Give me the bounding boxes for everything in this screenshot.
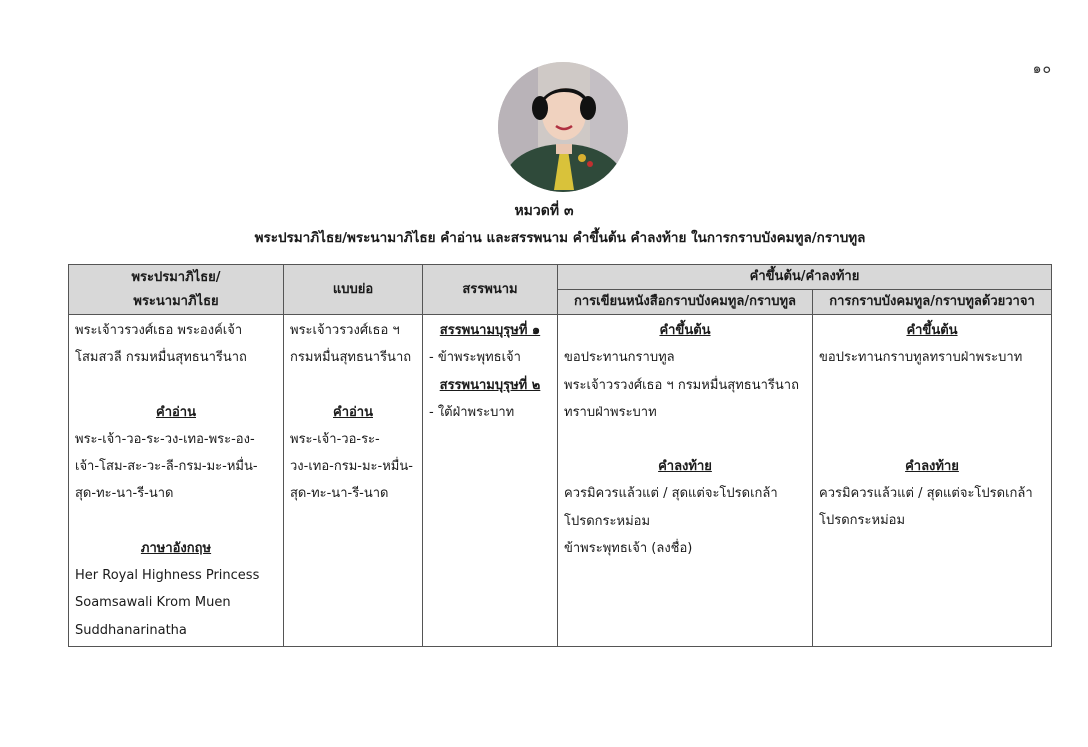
header-royal-name-line1: พระปรมาภิไธย/ (131, 269, 221, 285)
cell-short-form (284, 315, 423, 647)
verbal-closing-heading: คำลงท้าย (905, 458, 959, 474)
written-opening-line1: ขอประทานกราบทูล (564, 350, 675, 366)
royal-name-line2: โสมสวลี กรมหมื่นสุทธนารีนาถ (75, 350, 247, 366)
first-person-item: - ข้าพระพุทธเจ้า (429, 350, 521, 366)
short-reading-line1: พระ-เจ้า-วอ-ระ- (290, 431, 380, 447)
reading-line1: พระ-เจ้า-วอ-ระ-วง-เทอ-พระ-อง- (75, 431, 255, 447)
short-reading-line3: สุด-ทะ-นา-รี-นาด (290, 486, 389, 502)
header-short-form: แบบย่อ (284, 265, 423, 315)
short-form-line2: กรมหมื่นสุทธนารีนาถ (290, 350, 412, 366)
header-royal-name-line2: พระนามาภิไธย (133, 293, 219, 309)
written-opening-heading: คำขึ้นต้น (659, 323, 711, 338)
table-header-row (69, 265, 1052, 290)
section-title: หมวดที่ ๓ (514, 203, 574, 219)
cell-royal-name (69, 315, 284, 647)
cell-verbal (813, 315, 1052, 647)
written-closing-line3: ข้าพระพุทธเจ้า (ลงชื่อ) (564, 541, 693, 557)
reading-line2: เจ้า-โสม-สะ-วะ-ลี-กรม-มะ-หมื่น- (75, 459, 258, 475)
reading-line3: สุด-ทะ-นา-รี-นาด (75, 486, 174, 502)
short-reading-line2: วง-เทอ-กรม-มะ-หมื่น- (290, 459, 413, 475)
english-line1: Her Royal Highness Princess (75, 568, 260, 584)
reading-heading: คำอ่าน (156, 404, 196, 420)
header-verbal: การกราบบังคมทูล/กราบทูลด้วยวาจา (813, 290, 1052, 315)
english-line2: Soamsawali Krom Muen (75, 595, 231, 611)
page-number: ๑๐ (1032, 61, 1052, 77)
portrait-photo (498, 62, 628, 192)
written-opening-line3: ทราบฝ่าพระบาท (564, 404, 657, 420)
cell-written (558, 315, 813, 647)
written-closing-heading: คำลงท้าย (658, 459, 712, 475)
verbal-opening-line1: ขอประทานกราบทูลทราบฝ่าพระบาท (819, 350, 1023, 366)
royal-name-line1: พระเจ้าวรวงศ์เธอ พระองค์เจ้า (75, 323, 243, 338)
written-closing-line1: ควรมิควรแล้วแต่ / สุดแต่จะโปรดเกล้า (564, 486, 778, 502)
header-pronoun: สรรพนาม (423, 265, 558, 315)
short-reading-heading: คำอ่าน (333, 404, 373, 420)
table-row (69, 315, 1052, 647)
cell-pronoun (423, 315, 558, 647)
verbal-closing-line2: โปรดกระหม่อม (819, 513, 906, 529)
short-form-line1: พระเจ้าวรวงศ์เธอ ฯ (290, 323, 400, 338)
second-person-heading: สรรพนามบุรุษที่ ๒ (439, 377, 541, 393)
english-heading: ภาษาอังกฤษ (140, 540, 212, 556)
portrait-illustration (498, 62, 628, 192)
written-closing-line2: โปรดกระหม่อม (564, 513, 651, 529)
header-royal-name (69, 265, 284, 315)
verbal-closing-line1: ควรมิควรแล้วแต่ / สุดแต่จะโปรดเกล้า (819, 485, 1033, 501)
english-line3: Suddhanarinatha (75, 622, 187, 638)
header-opening-closing: คำขึ้นต้น/คำลงท้าย (558, 265, 1052, 290)
verbal-opening-heading: คำขึ้นต้น (906, 323, 958, 338)
royal-titles-table (68, 264, 1052, 647)
section-subtitle: พระปรมาภิไธย/พระนามาภิไธย คำอ่าน และสรรพนาม คำขึ้นต้น คำลงท้าย ในการกราบบังคมทูล/กราบทูล (254, 230, 866, 246)
written-opening-line2: พระเจ้าวรวงศ์เธอ ฯ กรมหมื่นสุทธนารีนาถ (564, 377, 799, 393)
second-person-item: - ใต้ฝ่าพระบาท (429, 404, 515, 420)
header-written: การเขียนหนังสือกราบบังคมทูล/กราบทูล (558, 290, 813, 315)
first-person-heading: สรรพนามบุรุษที่ ๑ (439, 323, 541, 338)
